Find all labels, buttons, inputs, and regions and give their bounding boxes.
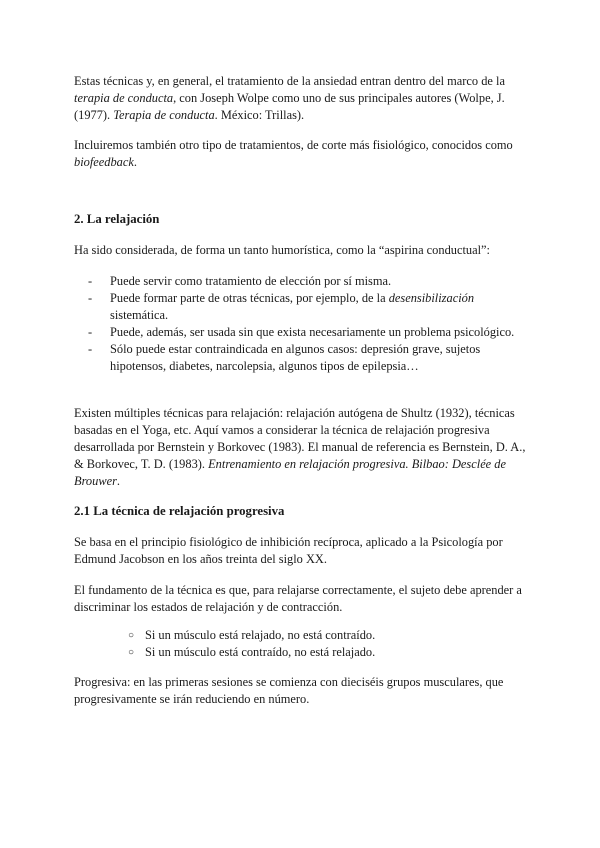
intro-paragraph-2: Incluiremos también otro tipo de tratamientos, de corte más fisiológico, conocidos como biofeedback. [74, 138, 513, 169]
techniques-paragraph: Existen múltiples técnicas para relajación: relajación autógena de Shultz (1932), técnicas basadas en el Yoga, etc. Aquí vamos a considerar la técnica de relajación progresiva desarrollada por Bernstein y Borkovec (1983). El manual de referencia es Bernstein, D. A., & Borkovec, T. D. (1983). Entrenamiento en relajación progresiva. Bilbao: Desclée de Brouwer. [74, 406, 526, 488]
dash-bullet: - [88, 274, 93, 288]
dash-bullet: - [88, 325, 93, 339]
muscle-state-list [128, 627, 508, 661]
foundation-paragraph: El fundamento de la técnica es que, para relajarse correctamente, el sujeto debe aprender a discriminar los estados de relajación y de contracción. [74, 583, 522, 614]
intro-paragraph-1: Estas técnicas y, en general, el tratamiento de la ansiedad entran dentro del marco de la terapia de conducta, con Joseph Wolpe como uno de sus principales autores (Wolpe, J. (1977). Terapia de conducta. México: Trillas). [74, 74, 505, 122]
section-heading-relajacion: 2. La relajación [74, 212, 160, 226]
dash-bullet: - [88, 342, 93, 356]
list-item: - Puede servir como tratamiento de elección por sí misma. [88, 274, 392, 288]
dash-bullet: - [88, 291, 93, 305]
circle-bullet-icon: ○ [128, 630, 135, 641]
list-item: - Puede, además, ser usada sin que exista necesariamente un problema psicológico. [88, 325, 515, 339]
list-item: ○ Si un músculo está contraído, no está relajado. [128, 645, 376, 659]
progressive-paragraph: Progresiva: en las primeras sesiones se comienza con dieciséis grupos musculares, que progresivamente se irán reduciendo en número. [74, 675, 504, 706]
principle-paragraph: Se basa en el principio fisiológico de inhibición recíproca, aplicado a la Psicología por Edmund Jacobson en los años treinta del siglo XX. [74, 535, 503, 566]
circle-bullet-icon: ○ [128, 647, 135, 658]
list-item: - Puede formar parte de otras técnicas, por ejemplo, de la desensibilización sistemática. [88, 291, 475, 322]
list-item: ○ Si un músculo está relajado, no está contraído. [128, 628, 376, 642]
relajacion-lead: Ha sido considerada, de forma un tanto humorística, como la “aspirina conductual”: [74, 243, 490, 257]
section-heading-tecnica-progresiva: 2.1 La técnica de relajación progresiva [74, 504, 285, 518]
relajacion-list [88, 273, 518, 375]
list-item: - Sólo puede estar contraindicada en algunos casos: depresión grave, sujetos hipotensos, diabetes, narcolepsia, algunos tipos de epilepsia… [88, 342, 481, 373]
